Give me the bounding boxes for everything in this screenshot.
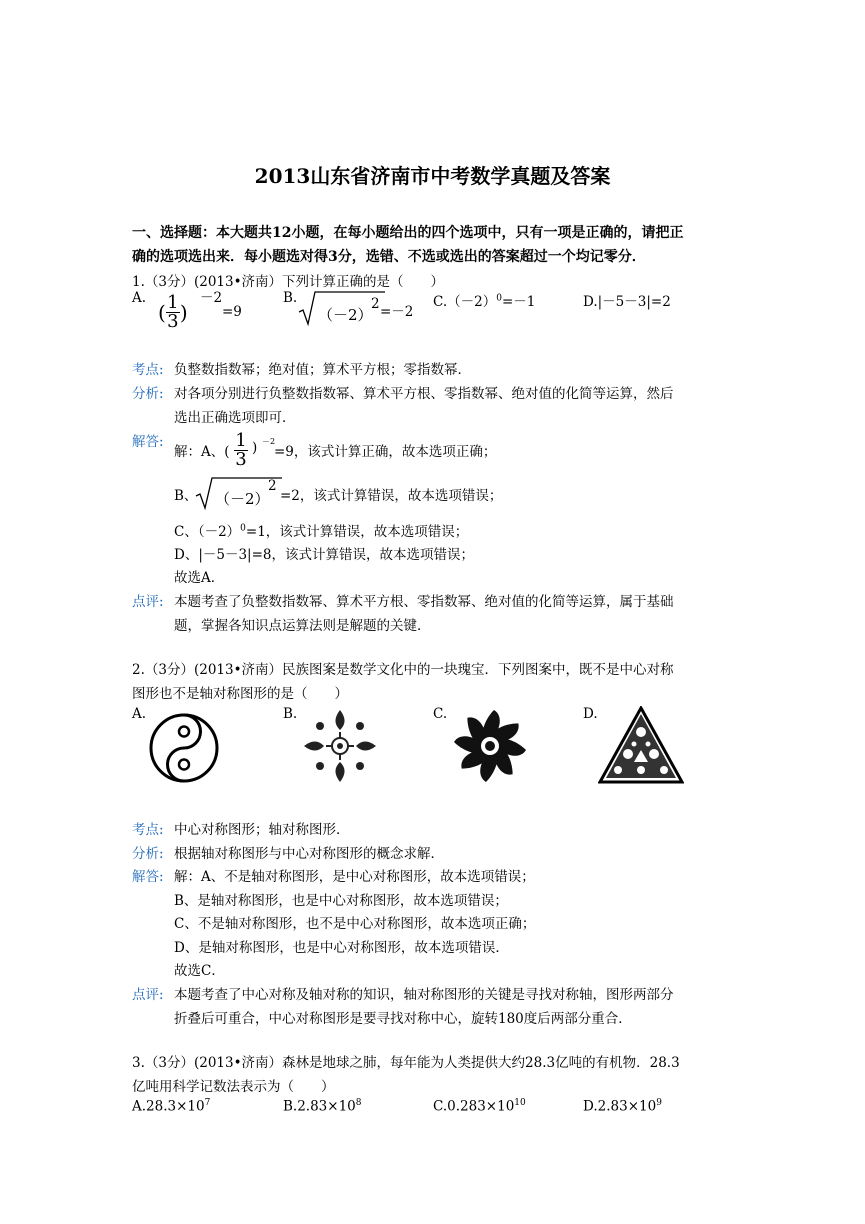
- triangle-pattern-icon: [598, 706, 684, 784]
- q1-option-b-result: =－2: [380, 304, 414, 320]
- q1-dianping-line1: 本题考查了负整数指数幂、算术平方根、零指数幂、绝对值的化简等运算，属于基础: [174, 594, 674, 610]
- q2-option-a-label: A.: [132, 706, 147, 722]
- q1-jieda-a-fraction: [234, 432, 248, 469]
- q3-stem-line2: 亿吨用科学记数法表示为（ ）: [132, 1079, 335, 1095]
- q2-jieda-line2: B、是轴对称图形，也是中心对称图形，故本选项错误；: [174, 893, 508, 909]
- section-instructions-line2: 确的选项选出来．每小题选对得3分，选错、不选或选出的答案超过一个均记零分．: [132, 249, 646, 265]
- q1-jieda-c-text: =1，该式计算错误，故本选项错误；: [245, 524, 469, 540]
- fraction: [166, 294, 180, 331]
- q1-jieda-b-exponent: 2: [268, 478, 277, 494]
- fraction-numerator: 1: [235, 430, 247, 451]
- fraction-numerator: 1: [167, 292, 179, 313]
- q2-fenxi-label: 分析:: [132, 846, 164, 862]
- q1-option-c-exponent: 0: [496, 293, 502, 304]
- yin-yang-pattern-icon: [148, 712, 220, 784]
- q3-option-c-exponent: 10: [514, 1098, 526, 1108]
- q3-option-a-base: A.28.3×10: [132, 1098, 205, 1115]
- q2-dianping-line2: 折叠后可重合，中心对称图形是要寻找对称中心，旋转180度后两部分重合．: [174, 1011, 632, 1027]
- q1-option-a-result: =9: [222, 304, 242, 320]
- q1-jieda-a-exponent: －2: [262, 437, 276, 446]
- q2-jieda-label: 解答:: [132, 869, 164, 885]
- q1-jieda-a-text: =9，该式计算正确，故本选项正确；: [274, 444, 497, 460]
- q2-stem-line1: 2.（3分）(2013•济南）民族图案是数学文化中的一块瑰宝．下列图案中，既不是中心对称: [132, 662, 674, 678]
- q1-jieda-c-exponent: 0: [240, 523, 246, 534]
- q2-stem-line2: 图形也不是轴对称图形的是（ ）: [132, 686, 348, 702]
- q1-jieda-b-prefix: B、: [174, 488, 198, 504]
- q3-option-a: [132, 1098, 210, 1115]
- q1-fenxi-line1: 对各项分别进行负整数指数幂、算术平方根、零指数幂、绝对值的化简等运算，然后: [174, 386, 674, 402]
- q1-option-b-radicand: （－2）: [318, 306, 373, 324]
- q1-jieda-b-radicand: （－2）: [215, 490, 270, 508]
- q2-kaodian-label: 考点:: [132, 822, 164, 838]
- q2-fenxi: 根据轴对称图形与中心对称图形的概念求解．: [174, 846, 444, 862]
- q1-option-c-result: =－1: [501, 294, 536, 310]
- q1-kaodian: 负整数指数幂；绝对值；算术平方根；零指数幂．: [174, 362, 471, 378]
- q1-stem: 1.（3分）(2013•济南）下列计算正确的是（ ）: [132, 274, 445, 290]
- q1-kaodian-label: 考点:: [132, 362, 164, 378]
- q2-kaodian: 中心对称图形；轴对称图形．: [174, 822, 350, 838]
- q1-option-c-base: C.（－2）: [433, 294, 497, 310]
- q1-option-d: D.|－5－3|=2: [583, 294, 671, 310]
- q2-option-d-label: D.: [583, 706, 598, 722]
- q2-jieda-line3: C、不是轴对称图形，也不是中心对称图形，故本选项正确；: [174, 916, 536, 932]
- q3-option-b-exponent: 8: [355, 1098, 362, 1108]
- q1-fenxi-label: 分析:: [132, 386, 164, 402]
- q1-option-a-prefix: A.: [132, 290, 147, 306]
- q3-option-b-base: B.2.83×10: [283, 1098, 356, 1115]
- pinwheel-center-dot: [485, 741, 495, 751]
- fraction-denominator: 3: [235, 449, 247, 470]
- q3-option-c-base: C.0.283×10: [433, 1098, 515, 1115]
- q1-option-b-prefix: B.: [283, 290, 298, 306]
- q1-fenxi-line2: 选出正确选项即可．: [174, 410, 296, 426]
- q2-option-b-label: B.: [283, 706, 298, 722]
- q2-jieda-line1: 解：A、不是轴对称图形，是中心对称图形，故本选项错误；: [174, 869, 535, 885]
- q2-jieda-line4: D、是轴对称图形，也是中心对称图形，故本选项错误．: [174, 940, 509, 956]
- q1-jieda-c-base: C、（－2）: [174, 524, 241, 540]
- floral-cross-pattern-icon: [300, 706, 380, 786]
- q1-option-a: [132, 290, 146, 306]
- q1-answer: 故选A．: [174, 570, 225, 586]
- q1-dianping-line2: 题，掌握各知识点运算法则是解题的关键．: [174, 618, 431, 634]
- q1-jieda-c: [174, 520, 468, 540]
- q2-dianping-label: 点评:: [132, 987, 164, 1003]
- q1-jieda-a-prefix: 解：A、(: [174, 444, 230, 460]
- q3-option-d: [583, 1098, 662, 1115]
- q1-jieda-label: 解答:: [132, 434, 164, 450]
- fraction-denominator: 3: [167, 311, 179, 332]
- q1-dianping-label: 点评:: [132, 594, 164, 610]
- q3-option-d-exponent: 9: [656, 1098, 662, 1108]
- q2-dianping-line1: 本题考查了中心对称及轴对称的知识，轴对称图形的关键是寻找对称轴，图形两部分: [174, 987, 674, 1003]
- q1-option-b-exponent: 2: [371, 296, 380, 312]
- q1-option-c: [433, 290, 535, 310]
- q3-option-c: [433, 1098, 526, 1115]
- page-title: 2013山东省济南市中考数学真题及答案: [254, 164, 611, 188]
- q1-jieda-a-paren: ): [252, 440, 258, 456]
- q1-option-a-expr: ( $\frac{1}{3}$ ): [158, 292, 188, 332]
- q3-option-a-exponent: 7: [204, 1098, 211, 1108]
- q1-jieda-b-text: =2，该式计算错误，故本选项错误；: [280, 488, 503, 504]
- q1-option-a-exponent: －2: [200, 290, 223, 306]
- q1-jieda-d: D、|－5－3|=8，该式计算错误，故本选项错误；: [174, 547, 474, 563]
- q2-answer: 故选C．: [174, 963, 225, 979]
- q2-option-c-label: C.: [433, 706, 448, 722]
- q3-stem-line1: 3.（3分）(2013•济南）森林是地球之肺，每年能为人类提供大约28.3亿吨的有机物．28.3: [132, 1055, 680, 1071]
- pinwheel-pattern-icon: [452, 708, 528, 784]
- q3-option-b: [283, 1098, 362, 1115]
- section-instructions-line1: 一、选择题：本大题共12小题，在每小题给出的四个选项中，只有一项是正确的，请把正: [132, 225, 684, 241]
- q3-option-d-base: D.2.83×10: [583, 1098, 657, 1115]
